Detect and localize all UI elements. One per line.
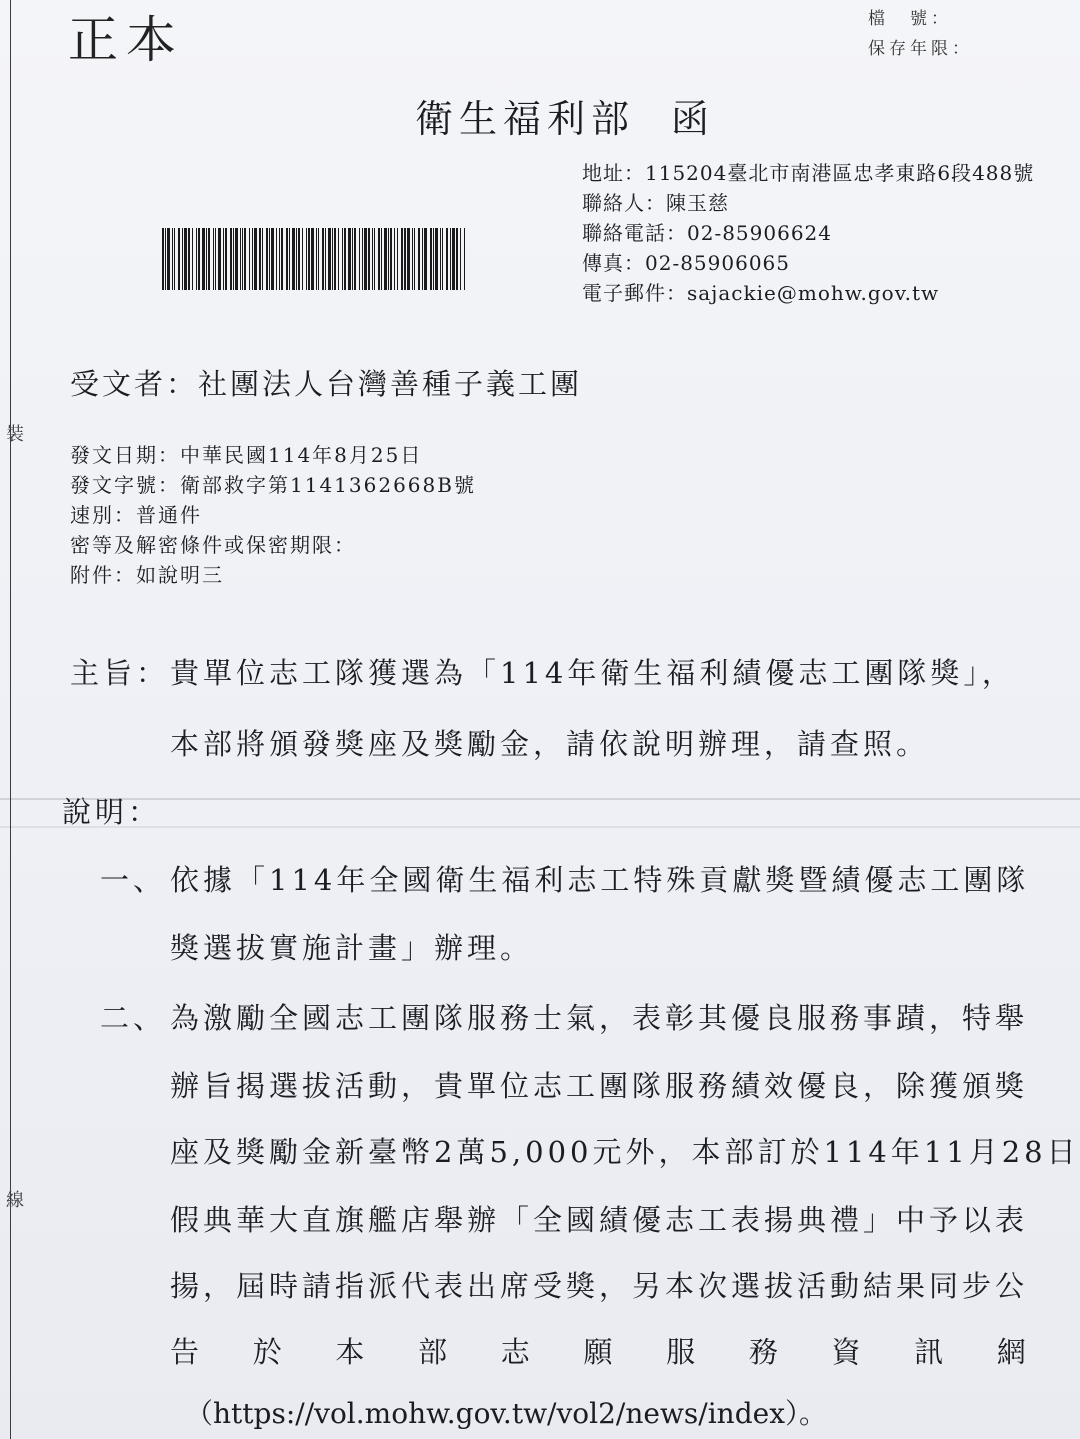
barcode-bar [244, 228, 246, 290]
barcode-bar [178, 228, 180, 290]
barcode-bar [390, 228, 392, 290]
barcode-bar [196, 228, 197, 290]
barcode-bar [188, 228, 190, 290]
barcode-bar [182, 228, 183, 290]
spread-char: 部 [418, 1335, 452, 1369]
barcode-bar [374, 228, 375, 290]
barcode-bar [242, 228, 243, 290]
barcode-bar [430, 228, 432, 290]
barcode-bar [442, 228, 443, 290]
barcode-bar [378, 228, 380, 290]
barcode-bar [456, 228, 458, 290]
issue-date: 發文日期：中華民國114年8月25日 [70, 443, 423, 467]
spread-char: 於 [252, 1335, 286, 1369]
barcode-bar [433, 228, 434, 290]
barcode-bar [394, 228, 395, 290]
barcode-bar [240, 228, 241, 290]
barcode-bar [328, 228, 331, 290]
barcode-bar [342, 228, 343, 290]
retention-label: 保存年限： [868, 39, 973, 59]
barcode-bar [296, 228, 297, 290]
barcode-bar [162, 228, 164, 290]
barcode-bar [269, 228, 270, 290]
speed-class: 速別：普通件 [70, 503, 202, 527]
barcode-bar [202, 228, 205, 290]
barcode-bar [352, 228, 353, 290]
barcode-bar [464, 228, 465, 290]
item-number-1: 一、 [100, 863, 167, 897]
barcode-bar [412, 228, 413, 290]
contact-fax: 傳真：02-85906065 [582, 251, 791, 275]
spread-char: 告 [170, 1335, 204, 1369]
barcode-bar [215, 228, 216, 290]
barcode-bar [308, 228, 310, 290]
barcode-bar [213, 228, 214, 290]
binding-line [10, 0, 11, 1439]
barcode-bar [316, 228, 317, 290]
doc-type: 函 [671, 97, 716, 141]
barcode-bar [172, 228, 173, 290]
doc-number: 發文字號：衛部救字第1141362668B號 [70, 473, 476, 497]
organization-name: 衛生福利部 [415, 97, 636, 141]
meta-block [70, 440, 476, 590]
barcode-bar [271, 228, 274, 290]
item-2-line-6 [170, 1330, 1030, 1371]
barcode-bar [450, 228, 451, 290]
info-url-line: （https://vol.mohw.gov.tw/vol2/news/index）。 [185, 1397, 828, 1430]
barcode-image [160, 228, 468, 290]
item-1-line-1: 依據「114年全國衛生福利志工特殊貢獻獎暨績優志工團隊 [170, 863, 1030, 897]
barcode-bar [235, 228, 238, 290]
barcode-bar [174, 228, 175, 290]
barcode-bar [372, 228, 373, 290]
barcode-bar [254, 228, 257, 290]
barcode-bar [192, 228, 193, 290]
barcode-bar [354, 228, 356, 290]
spread-char: 服 [666, 1335, 700, 1369]
barcode-bar [364, 228, 367, 290]
barcode-bar [223, 228, 224, 290]
barcode-bar [338, 228, 339, 290]
contact-person: 聯絡人：陳玉慈 [582, 191, 729, 215]
contact-phone: 聯絡電話：02-85906624 [582, 221, 833, 245]
contact-block [582, 158, 1034, 308]
barcode-bar [435, 228, 438, 290]
barcode-bar [381, 228, 382, 290]
barcode-bar [184, 228, 187, 290]
barcode-bar [325, 228, 326, 290]
copy-mark: 正本 [68, 11, 184, 69]
barcode-bar [259, 228, 261, 290]
item-1-line-2: 獎選拔實施計畫」辦理。 [170, 931, 534, 965]
barcode-bar [165, 228, 166, 290]
barcode-bar [230, 228, 232, 290]
barcode-bar [348, 228, 351, 290]
barcode-bar [388, 228, 389, 290]
security-class: 密等及解密條件或保密期限： [70, 533, 356, 557]
barcode-bar [167, 228, 170, 290]
barcode-bar [198, 228, 200, 290]
paper-fold-shadow [0, 826, 1080, 828]
barcode-bar [208, 228, 210, 290]
paper-fold [0, 798, 1080, 800]
barcode-bar [206, 228, 207, 290]
barcode-bar [401, 228, 403, 290]
barcode-bar [225, 228, 227, 290]
barcode-bar [322, 228, 324, 290]
binding-char-bottom: 線 [6, 1190, 24, 1211]
barcode-bar [344, 228, 346, 290]
item-number-2: 二、 [100, 1001, 167, 1035]
subject-line-2: 本部將頒發獎座及獎勵金，請依說明辦理，請查照。 [170, 727, 930, 761]
barcode-bar [281, 228, 283, 290]
file-number-label: 檔 號： [868, 9, 952, 29]
document-title [415, 88, 715, 143]
barcode-bar [276, 228, 277, 290]
barcode-bar [332, 228, 333, 290]
barcode-bar [359, 228, 360, 290]
barcode-bar [306, 228, 307, 290]
barcode-bar [286, 228, 288, 290]
item-2-line-5: 揚，屆時請指派代表出席受獎，另本次選拔活動結果同步公 [170, 1269, 1029, 1303]
spread-char: 志 [500, 1335, 534, 1369]
barcode-bar [298, 228, 300, 290]
barcode-bar [422, 228, 423, 290]
barcode-bar [218, 228, 221, 290]
subject-label: 主旨： [70, 656, 170, 690]
item-2-line-1: 為激勵全國志工團隊服務士氣，表彰其優良服務事蹟，特舉 [170, 1001, 1029, 1035]
barcode-bar [289, 228, 290, 290]
barcode-bar [418, 228, 420, 290]
file-info [868, 4, 973, 64]
attachment: 附件：如說明三 [70, 563, 224, 587]
barcode-bar [404, 228, 406, 290]
spread-char: 資 [831, 1335, 865, 1369]
barcode-bar [414, 228, 415, 290]
spread-char: 本 [335, 1335, 369, 1369]
recipient: 受文者：社團法人台灣善種子義工團 [70, 367, 583, 401]
explanation-label: 說明： [62, 795, 162, 829]
subject-line-1: 貴單位志工隊獲選為「114年衛生福利績優志工團隊獎」， [170, 656, 1015, 690]
contact-email: 電子郵件：sajackie@mohw.gov.tw [582, 281, 940, 305]
spread-char: 網 [996, 1335, 1030, 1369]
contact-address: 地址：115204臺北市南港區忠孝東路6段488號 [582, 161, 1035, 185]
item-2-line-2: 辦旨揭選拔活動，貴單位志工團隊服務績效優良，除獲頒獎 [170, 1069, 1029, 1103]
spread-char: 願 [583, 1335, 617, 1369]
item-2-line-3: 座及獎勵金新臺幣2萬5,000元外，本部訂於114年11月28日 [170, 1135, 1080, 1169]
barcode-bar [452, 228, 455, 290]
item-2-line-4: 假典華大直旗艦店舉辦「全國績優志工表揚典禮」中予以表 [170, 1203, 1029, 1237]
barcode-bar [446, 228, 448, 290]
barcode-bar [279, 228, 280, 290]
barcode-bar [311, 228, 314, 290]
barcode-bar [368, 228, 370, 290]
barcode-bar [233, 228, 234, 290]
barcode-bar [362, 228, 363, 290]
barcode-bar [407, 228, 410, 290]
spread-char: 訊 [914, 1335, 948, 1369]
barcode-bar [397, 228, 398, 290]
barcode-bar [252, 228, 253, 290]
barcode-bar [262, 228, 263, 290]
barcode-bar [440, 228, 441, 290]
barcode-bar [302, 228, 303, 290]
binding-char-top: 裝 [6, 424, 24, 445]
barcode-bar [334, 228, 336, 290]
barcode-bar [266, 228, 268, 290]
spread-char: 務 [748, 1335, 782, 1369]
barcode-bar [460, 228, 461, 290]
barcode-bar [249, 228, 250, 290]
barcode-bar [424, 228, 427, 290]
barcode-bar [292, 228, 295, 290]
barcode-bar [318, 228, 319, 290]
barcode-bar [384, 228, 387, 290]
